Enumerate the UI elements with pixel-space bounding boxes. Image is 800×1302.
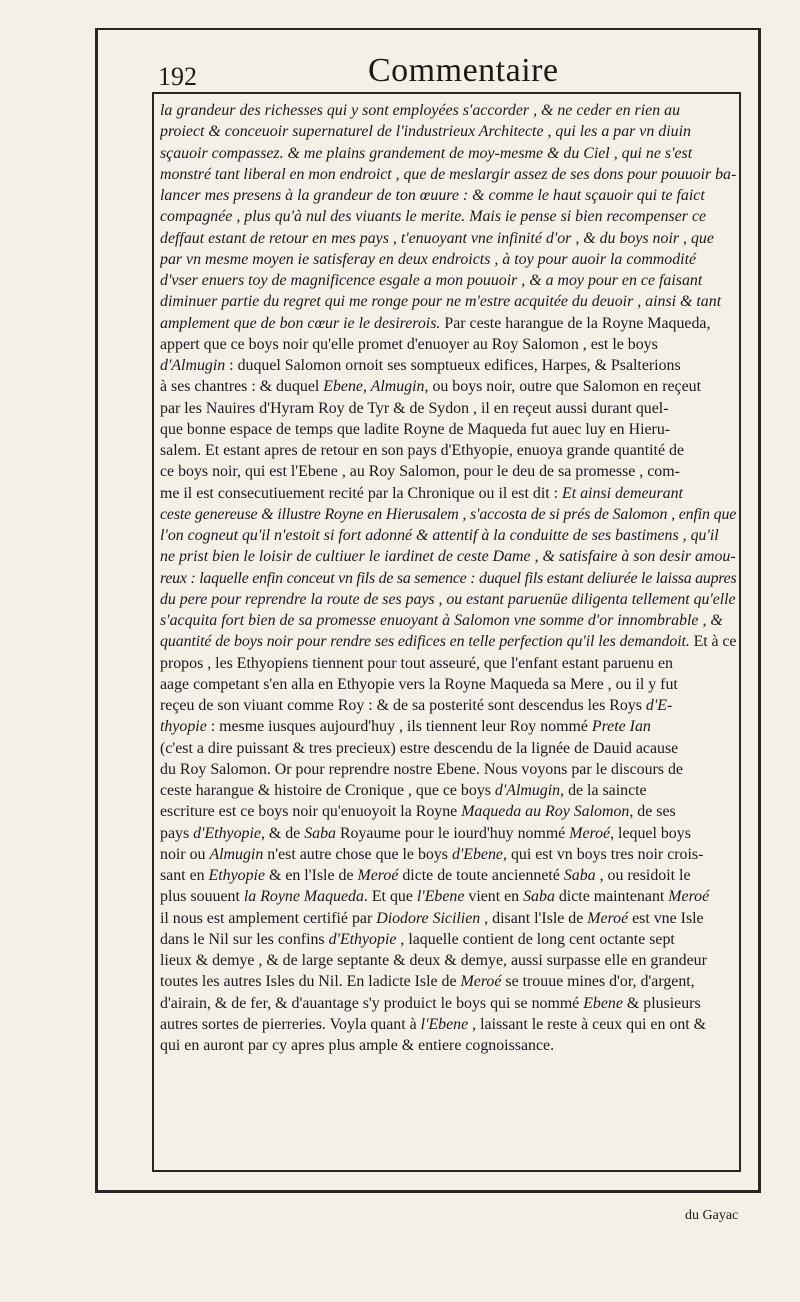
roman-text-run: noir ou [160,845,210,863]
text-line [160,461,736,482]
roman-text-run: autres sortes de pierreries. Voyla quant à [160,1015,421,1033]
roman-text-run: , laquelle contient de long cent octante sept [396,930,675,948]
italic-text-run: Meroé [569,824,611,842]
roman-text-run: , laissant le reste à ceux qui en ont & [468,1015,707,1033]
italic-text-run: proiect & conceuoir supernaturel de l'industrieux Architecte , qui les a par vn diuin [160,123,691,141]
italic-text-run: quantité de boys noir pour rendre ses edifices en telle perfection qu'il les demandoit. [160,633,690,651]
roman-text-run: à ses chantres : & duquel [160,378,324,396]
text-line [160,801,736,822]
roman-text-run: escriture est ce boys noir qu'enuoyoit la Royne [160,803,462,821]
italic-text-run: Diodore Sicilien [376,909,481,927]
text-line [160,759,736,780]
roman-text-run: Royaume pour le iourd'huy nommé [335,824,570,842]
roman-text-run: que bonne espace de temps que ladite Royne de Maqueda fut auec luy en Hieru- [160,420,671,438]
text-line [160,249,736,270]
roman-text-run: , & de [260,824,305,842]
text-line [160,419,736,440]
text-line [160,483,736,504]
roman-text-run: (c'est a dire puissant & tres precieux) estre descendu de la lignée de Dauid acause [160,739,679,757]
italic-text-run: deffaut estant de retour en mes pays , t'enuoyant vne infinité d'or , & du boys noir , que [160,229,714,247]
text-line [160,844,736,865]
text-line [160,206,736,227]
roman-text-run: lieux & demye , & de large septante & deux & demye, aussi surpasse elle en grandeur [160,952,707,969]
italic-text-run: Et ainsi demeurant [562,484,683,502]
roman-text-run: , ou residoit le [595,867,691,884]
roman-text-run: vient en [464,888,524,906]
text-line [160,610,736,631]
roman-text-run: toutes les autres Isles du Nil. En ladicte Isle de [160,973,461,991]
roman-text-run: me il est consecutiuement recité par la Chronique ou il est dit : [160,484,563,502]
roman-text-run: , disant l'Isle de [480,909,588,927]
roman-text-run: il nous est amplement certifié par [160,909,377,927]
text-line [160,674,736,695]
text-line [160,143,736,164]
roman-text-run: ce boys noir, qui est l'Ebene , au Roy Salomon, pour le deu de sa promesse , com- [160,463,680,481]
italic-text-run: l'Ebene [420,1015,469,1033]
italic-text-run: amplement que de bon cœur ie le desirerois. [160,314,441,332]
roman-text-run: se trouue mines d'or, d'argent, [501,973,695,991]
italic-text-run: Meroé [668,888,710,906]
italic-text-run: du pere pour reprendre la route de ses pays , ou estant paruenüe diligenta tellement qu'elle [160,590,736,608]
italic-text-run: ne prist bien le loisir de cultiuer le iardinet de ceste Dame , & satisfaire à son desir amou- [160,548,736,566]
roman-text-run: dicte de toute ancienneté [398,867,564,884]
text-line [160,695,736,716]
italic-text-run: Ebene, Almugin [323,378,425,396]
text-line [160,440,736,461]
text-line [160,291,736,312]
italic-text-run: Meroé [587,909,629,927]
tailpiece-ornament [392,1008,492,1138]
text-line [160,334,736,355]
body-text [160,100,736,1056]
roman-text-run: , de la saincte [560,782,647,799]
roman-text-run: par les Nauires d'Hyram Roy de Tyr & de Sydon , il en reçeut aussi durant quel- [160,399,669,417]
italic-text-run: par vn mesme moyen ie satisferay en deux endroicts , à toy pour auoir la commodité [160,250,697,268]
italic-text-run: l'Ebene [416,888,465,906]
roman-text-run: ceste harangue & histoire de Cronique , que ce boys [160,782,495,799]
italic-text-run: l'on cogneut qu'il n'estoit si fort adonné & attentif à la conduitte de ses bastimens , qu'il [160,527,719,544]
text-line [160,121,736,142]
text-line [160,631,736,652]
italic-text-run: d'Ethyopie [193,824,261,842]
italic-text-run: Almugin [209,845,264,863]
italic-text-run: d'E- [645,697,673,714]
italic-text-run: s'acquita fort bien de sa promesse enuoyant à Salomon vne somme d'or innombrable , & [160,612,723,629]
italic-text-run: Maqueda au Roy Salomon [461,803,630,821]
roman-text-run: Et à ce [689,633,736,651]
roman-text-run: appert que ce boys noir qu'elle promet d'enuoyer au Roy Salomon , est le boys [160,335,658,353]
roman-text-run: propos , les Ethyopiens tiennent pour tout asseuré, que l'enfant estant paruenu en [160,654,673,672]
roman-text-run: , qui est vn boys tres noir crois- [503,845,704,863]
text-line [160,823,736,844]
text-line [160,886,736,907]
text-line [160,716,736,737]
italic-text-run: Saba [523,888,555,906]
roman-text-run: dans le Nil sur les confins [160,930,329,948]
roman-text-run: est vne Isle [628,909,704,927]
roman-text-run: n'est autre chose que le boys [263,845,452,863]
roman-text-run: reçeu de son viuant comme Roy : & de sa posterité sont descendus les Roys [160,697,646,714]
text-line [160,971,736,992]
italic-text-run: sçauoir compassez. & me plains grandement de moy-mesme & du Ciel , qui ne s'est [160,144,693,162]
italic-text-run: Meroé [357,867,399,884]
text-line [160,100,736,121]
italic-text-run: Prete Ian [591,718,651,736]
text-line [160,950,736,971]
text-line [160,376,736,397]
text-line [160,313,736,334]
text-line [160,908,736,929]
roman-text-run: , de ses [629,803,676,821]
roman-text-run: , lequel boys [610,824,691,842]
italic-text-run: la Royne Maqueda [243,888,364,906]
text-line [160,738,736,759]
roman-text-run: d'airain, & de fer, & d'auantage s'y produict le boys qui se nommé [160,994,584,1012]
roman-text-run: : mesme iusques aujourd'huy , ils tiennent leur Roy nommé [206,718,592,736]
italic-text-run: lancer mes presens à la grandeur de ton œuure : & comme le haut sçauoir qui te faict [160,187,705,204]
italic-text-run: Saba [563,867,596,884]
catchword: du Gayac [685,1208,739,1223]
roman-text-run: sant en [160,867,209,884]
text-line [160,865,736,886]
text-line [160,525,736,546]
text-line [160,185,736,206]
text-line [160,270,736,291]
italic-text-run: Ethyopie [208,867,266,884]
running-title: Commentaire [368,52,559,89]
page-number: 192 [158,62,197,91]
text-line [160,780,736,801]
italic-text-run: diminuer partie du regret qui me ronge pour ne m'estre acquitée du deuoir , ainsi & tant [160,293,722,311]
text-line [160,546,736,567]
italic-text-run: Meroé [460,973,502,991]
roman-text-run: du Roy Salomon. Or pour reprendre nostre Ebene. Nous voyons par le discours de [160,760,683,778]
roman-text-run: & en l'Isle de [265,867,358,884]
italic-text-run: Saba [304,824,336,842]
roman-text-run: dicte maintenant [554,888,669,906]
header-rule [152,92,740,94]
roman-text-run: , ou boys noir, outre que Salomon en reçeut [424,378,702,396]
italic-text-run: d'Ebene [451,845,503,863]
text-line [160,228,736,249]
italic-text-run: monstré tant liberal en mon endroict , que de meslargir assez de ses dons pour pouuoir ba- [160,165,736,183]
italic-text-run: d'Ethyopie [328,930,397,948]
roman-text-run: pays [160,824,194,842]
text-line [160,355,736,376]
roman-text-run: plus souuent [160,888,244,906]
roman-text-run: salem. Et estant apres de retour en son pays d'Ethyopie, enuoya grande quantité de [160,442,684,459]
text-line [160,589,736,610]
text-line [160,568,736,589]
roman-text-run: aage competant s'en alla en Ethyopie vers la Royne Maqueda sa Mere , ou il y fut [160,675,678,693]
roman-text-run: : duquel Salomon ornoit ses somptueux edifices, Harpes, & Psalterions [225,357,681,374]
italic-text-run: d'vser enuers toy de magnificence esgale a mon pouuoir , & a moy pour en ce faisant [160,272,703,289]
roman-text-run: qui en auront par cy apres plus ample & entiere cognoissance. [160,1037,555,1054]
roman-text-run: Par ceste harangue de la Royne Maqueda, [440,314,711,332]
italic-text-run: Ebene [583,994,623,1012]
text-line [160,164,736,185]
italic-text-run: la grandeur des richesses qui y sont employées s'accorder , & ne ceder en rien au [160,102,681,119]
roman-text-run: . Et que [363,888,417,906]
italic-text-run: thyopie [160,718,207,736]
text-line [160,653,736,674]
italic-text-run: reux : laquelle enfin conceut vn fils de sa semence : duquel fils estant deliurée le laissa aupres [160,569,736,587]
text-line [160,929,736,950]
roman-text-run: & plusieurs [622,994,701,1012]
italic-text-run: ceste genereuse & illustre Royne en Hierusalem , s'accosta de si prés de Salomon , enfin que [160,505,736,523]
text-line [160,398,736,419]
italic-text-run: d'Almugin [494,782,561,799]
italic-text-run: d'Almugin [160,357,226,374]
italic-text-run: compagnée , plus qu'à nul des viuants le merite. Mais ie pense si bien recompenser ce [160,208,707,226]
text-line [160,504,736,525]
